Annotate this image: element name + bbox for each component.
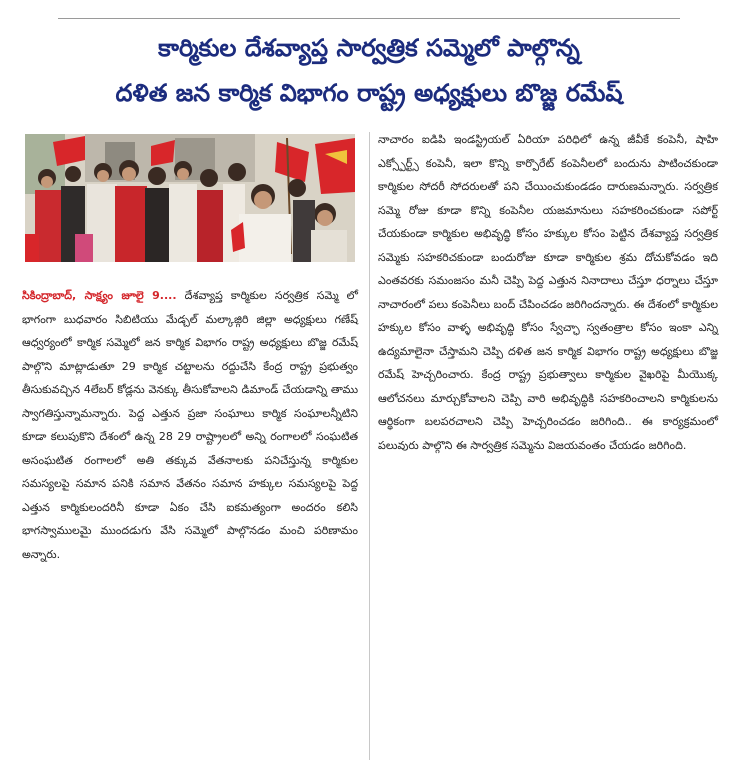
article-right-column	[378, 128, 718, 457]
right-column-text: నాచారం ఐడిపి ఇండస్ట్రియల్ ఏరియా పరిధిలో ఉన్న జీవీకే కంపెనీ, షాహి ఎక్స్పోర్ట్స్ కంపెనీ, ఇలా కొన్ని కార్పొరేట్ కంపెనీలలో బందును పాటించకుండా కార్మికుల సోదరీ సోదరులతో పని చేయించుకుండడం దారుణమన్నారు. సర్వత్రిక సమ్మె రోజు కూడా కొన్ని కంపెనీల యజమానులు సహకరించకుండా సపోర్ట్ చేయకుండా కార్మికుల అభివృద్ధి కోసం హక్కుల కోసం పెట్టిన దేశవ్యాప్త సర్వత్రిక సమ్మెకు సహకరిచకుండా బందురోజు కూడా కార్మికుల శ్రమ దోచుకోవడం ఇది ఎంతవరకు సమంజసం మనీ చెప్పి పెద్ద ఎత్తున నినాదాలు చేస్తూ ధర్నాలు చేస్తూ నాచారంలో పలు కంపెనీలు బంద్ చేపించడం జరిగిందన్నారు. ఈ దేశంలో కార్మికుల హక్కుల కోసం వాళ్ళ అభివృద్ధి కోసం స్వేచ్ఛా స్వతంత్రాల కోసం ఇంకా ఎన్ని ఉద్యమాలైనా చేస్తామని చెప్పి దళిత జన కార్మిక విభాగం రాష్ట్ర అధ్యక్షులు బొజ్జ రమేష్ హెచ్చరించారు. కేంద్ర రాష్ట్ర ప్రభుత్వాలు కార్మికుల వైఖరిపై మీయొక్క ఆలోచనలు మార్చుకోవాలని చెప్పి వారి అభివృద్ధికి సహకరించాలని కార్మికులను ఆర్థికంగా బలపరచాలని చెప్పి హెచ్చరించడం జరిగింది.. ఈ కార్యక్రమంలో పలువురు పాల్గొని ఈ సార్వత్రిక సమ్మెను విజయవంతం చేయడం జరిగింది.	[378, 133, 718, 452]
headline-line-2: దళిత జన కార్మిక విభాగం రాష్ట్ర అధ్యక్షులు బొజ్జ రమేష్	[115, 79, 623, 107]
dateline: సికింద్రాబాద్, సాక్ష్యం జూలై 9....	[22, 289, 177, 302]
headline-line-1: కార్మికుల దేశవ్యాప్త సార్వత్రిక సమ్మెలో పాల్గొన్న	[158, 34, 580, 62]
protest-march-photo	[25, 134, 355, 262]
top-divider	[58, 18, 680, 19]
column-divider	[369, 132, 370, 760]
left-column-text: దేశవ్యాప్త కార్మికుల సర్వత్రిక సమ్మె లో భాగంగా బుధవారం సిబిటియు మేడ్చల్ మల్కాజ్గిరి జిల్లా అధ్యక్షులు గణేష్ ఆధ్వర్యంలో కార్మిక సమ్మెలో జన కార్మిక విభాగం రాష్ట్ర అధ్యక్షులు బొజ్జ రమేష్ పాల్గొని మాట్లాడుతూ 29 కార్మిక చట్టాలను రద్దుచేసి కేంద్ర రాష్ట్ర ప్రభుత్వం తీసుకువచ్చిన 4లేబర్ కోడ్లను వెనక్కు తీసుకోవాలని డిమాండ్ చేయడాన్ని తాము స్వాగతిస్తున్నామన్నారు. పెద్ద ఎత్తున ప్రజా సంఘాలు కార్మిక సంఘాలన్నీటిని కూడా కలుపుకొని దేశంలో ఉన్న 28 29 రాష్ట్రాలలో అన్ని రంగాలలో సంఘటిత అసంఘటిత రంగాలలో అతి తక్కువ వేతనాలకు పనిచేస్తున్న కార్మికుల సమస్యలపై సమాన పనికి సమాన వేతనం సమాన హక్కుల సమస్యలపై పెద్ద ఎత్తున కార్మికులందరినీ కూడా ఏకం చేసి ఐకమత్యంగా అందరం కలిసి భాగస్వాములమై ముందడుగు వేసి సమ్మెలో పాల్గొనడం మంచి పరిణామం అన్నారు.	[22, 289, 358, 561]
headline	[0, 26, 738, 116]
article-left-column	[22, 284, 358, 566]
